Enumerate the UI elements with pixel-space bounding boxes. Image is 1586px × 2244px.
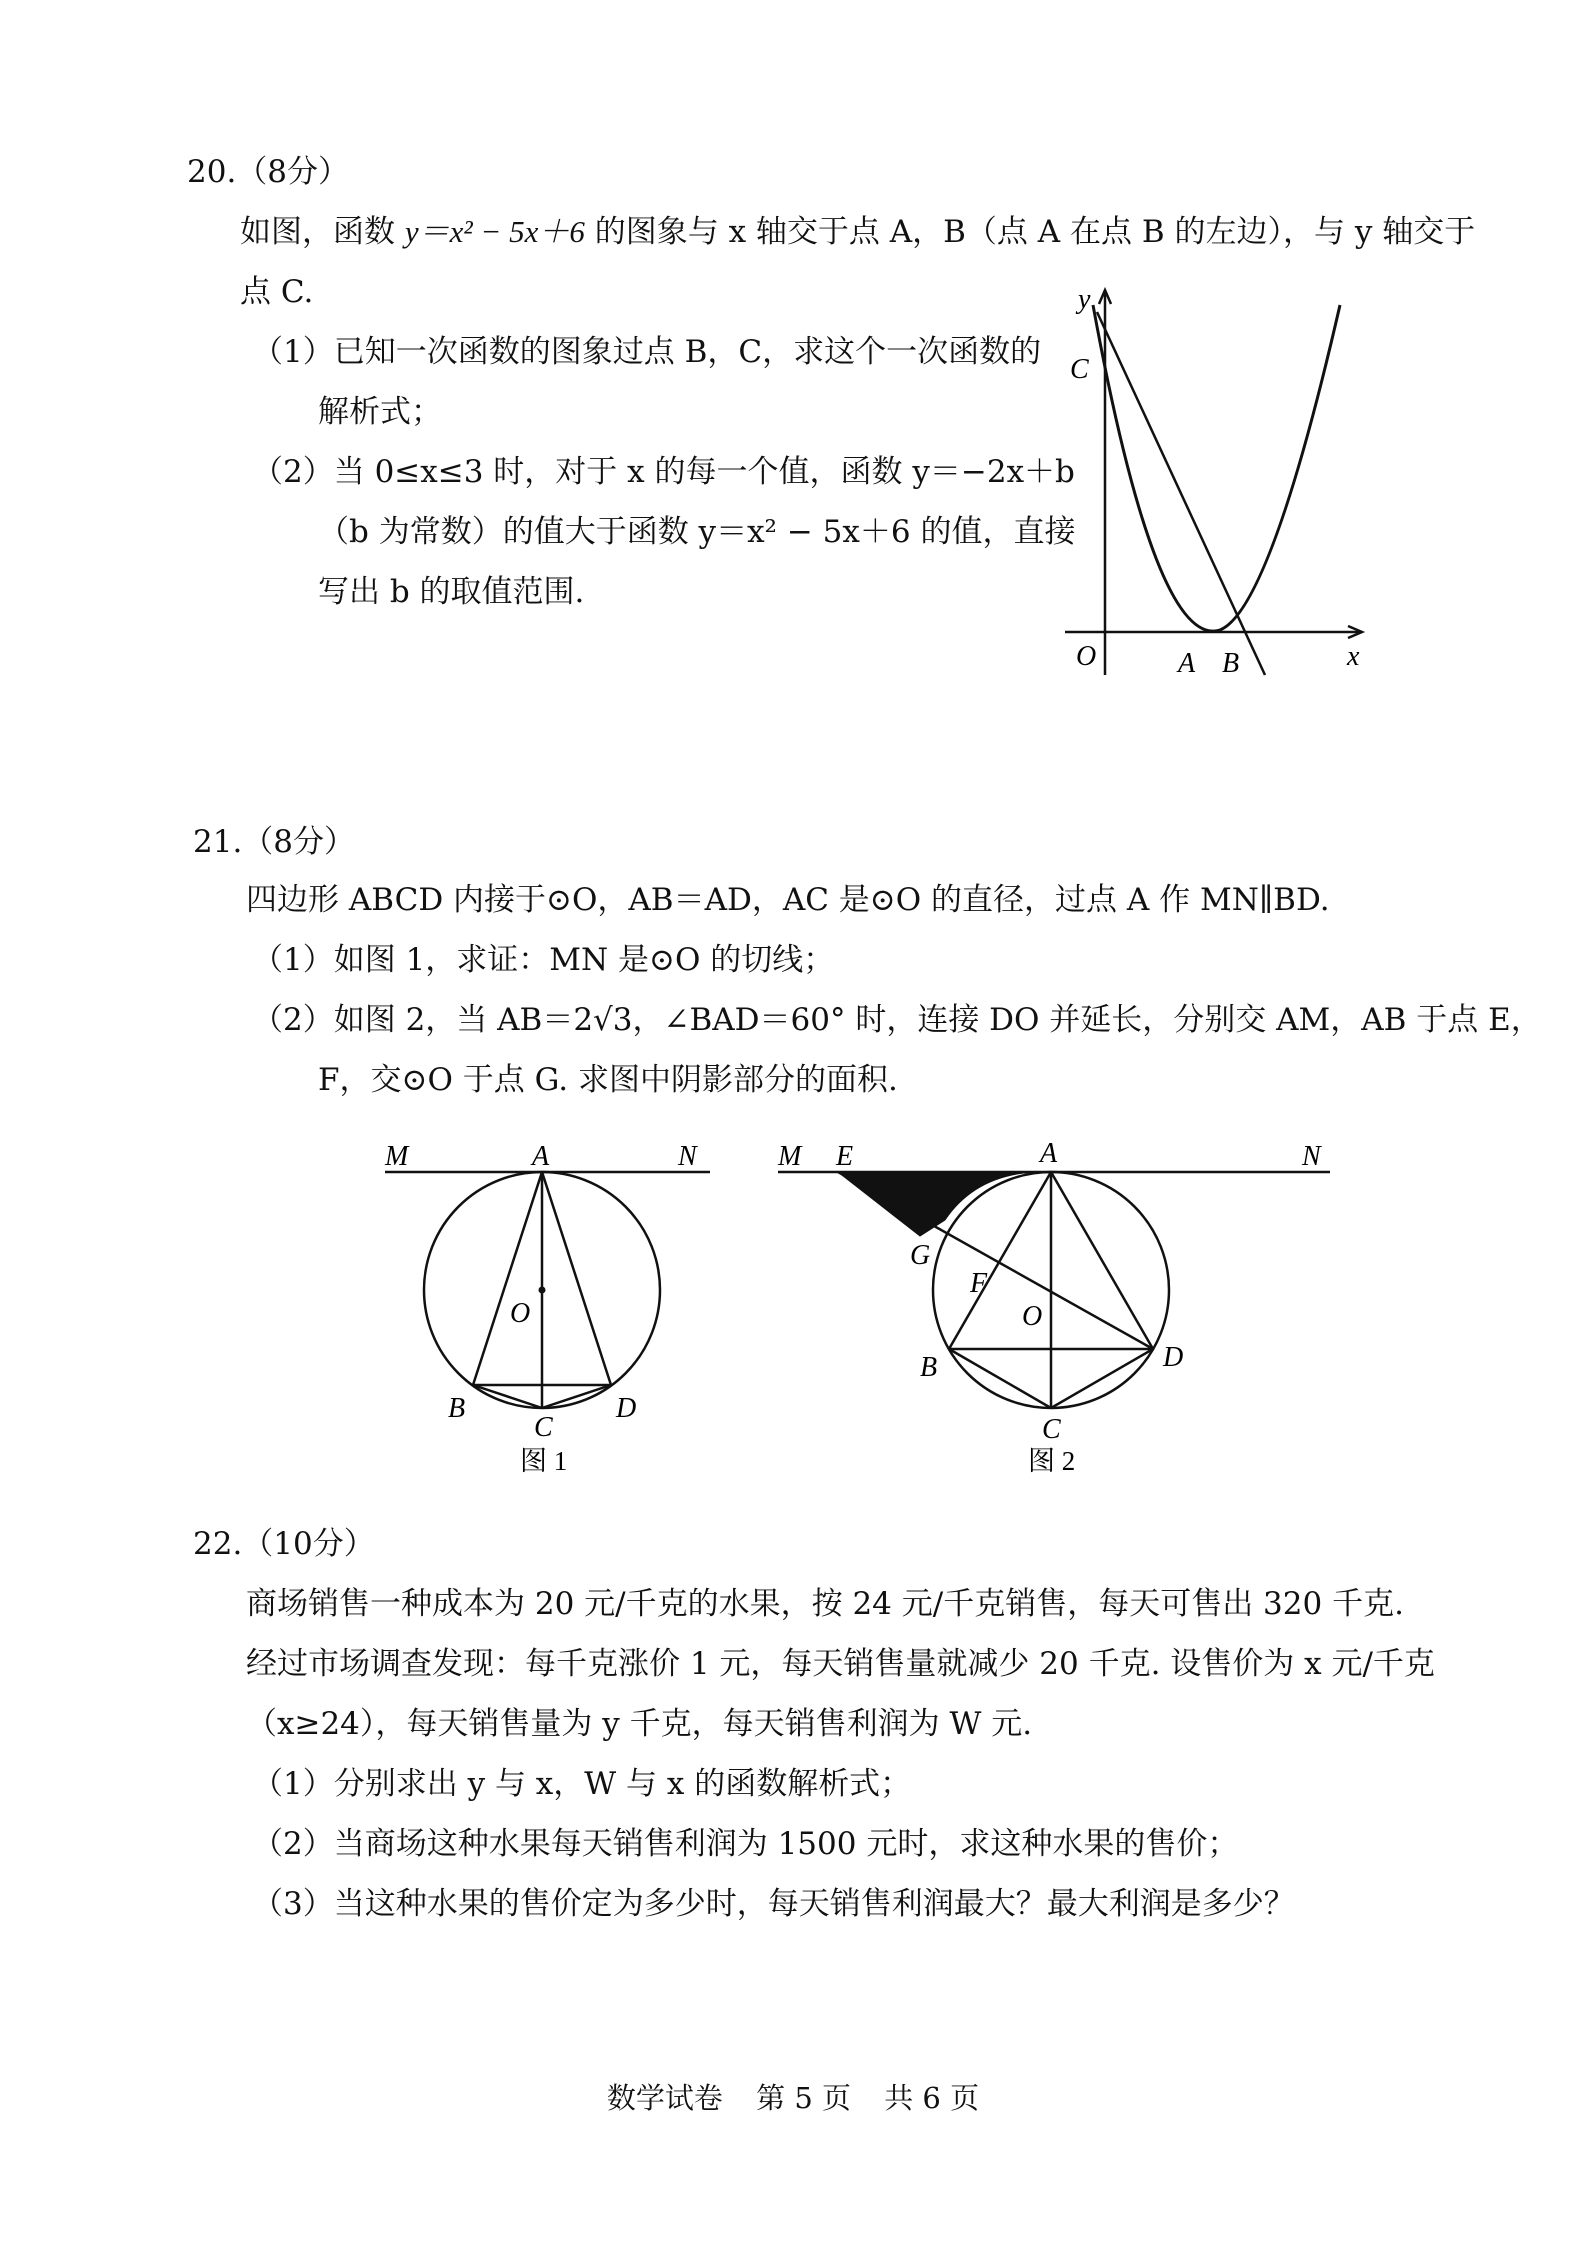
page-footer <box>0 2080 1586 2116</box>
q20-part1-line1: （1）已知一次函数的图象过点 B，C，求这个一次函数的 <box>252 334 1042 370</box>
q21-figure-1 <box>370 1140 720 1480</box>
label-x: x <box>1347 641 1360 672</box>
label-m: M <box>385 1141 409 1172</box>
label-f: F <box>970 1268 988 1299</box>
q20-stem1-post: 的图象与 x 轴交于点 A，B（点 A 在点 B 的左边），与 y 轴交于 <box>594 214 1476 250</box>
q20-stem-line2: 点 C. <box>240 274 314 310</box>
label-a: A <box>1040 1140 1058 1169</box>
label-d: D <box>1163 1342 1184 1373</box>
q21-figure-2 <box>770 1140 1350 1480</box>
q21-part2-line2: F，交⊙O 于点 G. 求图中阴影部分的面积. <box>318 1062 898 1098</box>
label-g: G <box>910 1240 931 1271</box>
label-o: O <box>1076 641 1097 672</box>
label-e: E <box>836 1141 854 1172</box>
label-o: O <box>510 1298 531 1329</box>
segment-ab <box>473 1172 542 1385</box>
segment-bc <box>473 1385 542 1408</box>
q22-line3: （x≥24），每天销售量为 y 千克，每天销售利润为 W 元. <box>246 1706 1033 1742</box>
center-dot <box>539 1287 546 1294</box>
label-b: B <box>1222 648 1240 679</box>
label-c: C <box>1042 1414 1061 1445</box>
q22-line2: 经过市场调查发现：每千克涨价 1 元，每天销售量就减少 20 千克. 设售价为 x 元/千克 <box>246 1646 1435 1682</box>
q22-part2: （2）当商场这种水果每天销售利润为 1500 元时，求这种水果的售价； <box>252 1826 1239 1862</box>
label-m: M <box>778 1141 802 1172</box>
label-n: N <box>1302 1141 1321 1172</box>
label-b: B <box>448 1393 466 1424</box>
q20-header: 20.（8分） <box>187 154 350 190</box>
segment-bc <box>949 1349 1051 1408</box>
q21-part1: （1）如图 1，求证：MN 是⊙O 的切线； <box>252 942 835 978</box>
q21-header: 21.（8分） <box>193 824 356 860</box>
q22-part1: （1）分别求出 y 与 x，W 与 x 的函数解析式； <box>252 1766 912 1802</box>
segment-cd <box>1051 1349 1153 1408</box>
label-b: B <box>920 1352 938 1383</box>
q20-stem-line1 <box>240 212 1475 252</box>
shaded-region <box>838 1172 1055 1236</box>
q22-header: 22.（10分） <box>193 1526 375 1562</box>
q20-part1-line2: 解析式； <box>318 394 442 430</box>
footer-page: 第 5 页 <box>756 2081 851 2115</box>
q21-stem: 四边形 ABCD 内接于⊙O，AB＝AD，AC 是⊙O 的直径，过点 A 作 MN∥BD. <box>246 882 1330 918</box>
q22-part3: （3）当这种水果的售价定为多少时，每天销售利润最大？最大利润是多少？ <box>252 1886 1295 1922</box>
q21-part2-line1: （2）如图 2，当 AB＝2√3，∠BAD＝60° 时，连接 DO 并延长，分别交 AM，AB 于点 E， <box>252 1002 1542 1038</box>
footer-subject: 数学试卷 <box>606 2081 723 2115</box>
q20-stem1-pre: 如图，函数 <box>240 214 395 250</box>
q20-part2-line2: （b 为常数）的值大于函数 y＝x² − 5x＋6 的值，直接 <box>318 514 1076 550</box>
segment-de <box>838 1172 1153 1349</box>
segment-ad <box>1051 1172 1153 1349</box>
label-d: D <box>616 1393 637 1424</box>
label-a: A <box>532 1141 550 1172</box>
segment-ad <box>542 1172 611 1385</box>
caption-fig1: 图 1 <box>520 1446 568 1476</box>
q20-part2-line1: （2）当 0≤x≤3 时，对于 x 的每一个值，函数 y＝−2x＋b <box>252 454 1075 490</box>
q20-part2-line3: 写出 b 的取值范围. <box>318 574 585 610</box>
label-c: C <box>534 1412 553 1443</box>
label-n: N <box>678 1141 697 1172</box>
line-bc <box>1097 312 1265 675</box>
label-y: y <box>1078 284 1091 315</box>
caption-fig2: 图 2 <box>1028 1446 1076 1476</box>
q22-line1: 商场销售一种成本为 20 元/千克的水果，按 24 元/千克销售，每天可售出 320 千克. <box>246 1586 1404 1622</box>
label-o: O <box>1022 1301 1043 1332</box>
label-a: A <box>1178 648 1196 679</box>
segment-cd <box>542 1385 611 1408</box>
footer-total: 共 6 页 <box>884 2081 980 2115</box>
parabola-curve <box>1093 305 1340 631</box>
q20-function: y＝x² − 5x＋6 <box>404 214 585 249</box>
label-c: C <box>1070 354 1089 385</box>
q20-parabola-figure <box>1060 280 1380 680</box>
